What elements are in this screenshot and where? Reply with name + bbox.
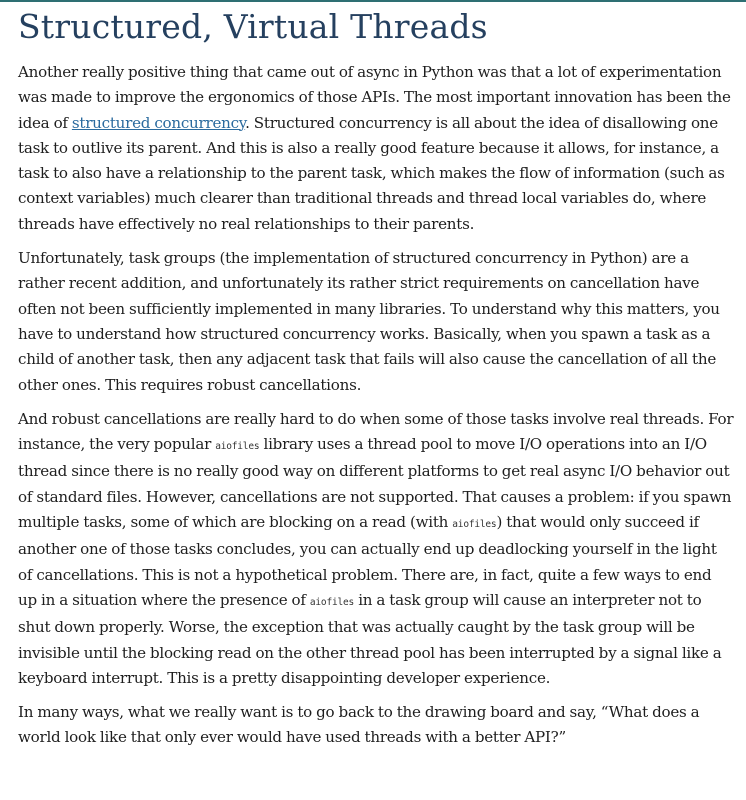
paragraph-1 [18, 60, 734, 237]
paragraph-3-text-3: ) that would only succeed if another one of those tasks concludes, you can actually end up deadlocking yourself in the light of cancellations. This is not a hypothetical problem. There are, in fact, quite a few ways to end up in a situation where the presence of [18, 513, 717, 609]
paragraph-3-text-2: library uses a thread pool to move I/O operations into an I/O thread since there is no really good way on different platforms to get real async I/O behavior out of standard files. However, cancellations are not supported. That causes a problem: if you spawn multiple tasks, some of which are blocking on a read (with [18, 435, 732, 532]
paragraph-4: In many ways, what we really want is to go back to the drawing board and say, “What does a world look like that only ever would have used threads with a better API?” [18, 703, 700, 747]
paragraph-3-text-4: in a task group will cause an interpreter not to shut down properly. Worse, the exception that was actually caught by the task group will be invisible until the blocking read on the other thread pool has been interrupted by a signal like a keyboard interrupt. This is a pretty disappointing developer experience. [18, 590, 722, 687]
paragraph-3-text-1: And robust cancellations are really hard to do when some of those tasks involve real threads. For instance, the very popular [18, 409, 734, 454]
aiofiles-code-3: aiofiles [309, 596, 355, 608]
structured-concurrency-link[interactable]: structured concurrency [71, 113, 246, 132]
aiofiles-code-1: aiofiles [215, 441, 260, 453]
paragraph-2: Unfortunately, task groups (the implementation of structured concurrency in Python) are a rather recent addition, and unfortunately its rather strict requirements on cancellation have often not been sufficiently implemented in many libraries. To understand why this matters, you have to understand how structured concurrency works. Basically, when you spawn a task as a child of another task, then any adjacent task that fails will also cause the cancellation of all the other ones. This requires robust cancellations. [18, 249, 720, 394]
paragraph-3 [18, 407, 734, 691]
paragraph-1-text-end: . Structured concurrency is all about the idea of disallowing one task to outlive its parent. And this is also a really good feature because it allows, for instance, a task to also have a relationship to the parent task, which makes the flow of information (such as context variables) much clearer than traditional threads and thread local variables do, where threads have effectively no real relationships to their parents. [18, 113, 725, 233]
article [18, 2, 734, 751]
paragraph-1-text-start: Another really positive thing that came out of async in Python was that a lot of experimentation was made to improve the ergonomics of those APIs. The most important innovation has been the idea of [18, 63, 731, 132]
article-title: Structured, Virtual Threads [18, 7, 488, 46]
aiofiles-code-2: aiofiles [452, 519, 497, 531]
